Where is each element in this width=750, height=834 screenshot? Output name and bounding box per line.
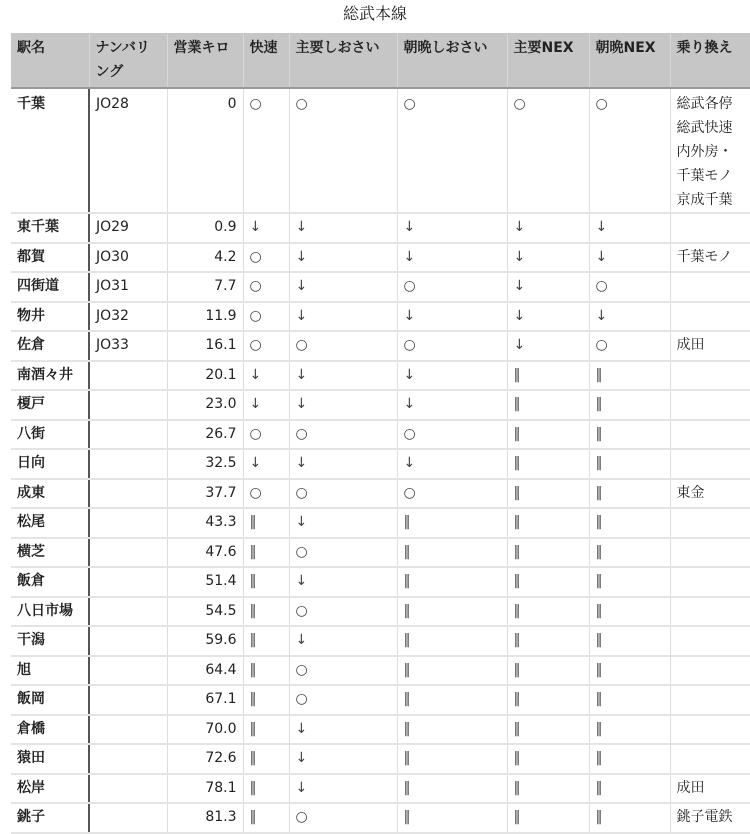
header-rapid: 快速 [243, 33, 289, 88]
km-cell: 59.6 [167, 626, 243, 656]
km-cell: 20.1 [167, 361, 243, 391]
transfer-cell [670, 361, 750, 391]
header-morning-evening-nex: 朝晩NEX [589, 33, 670, 88]
station-name-cell: 松尾 [11, 508, 89, 538]
table-title: 総武本線 [342, 4, 407, 23]
numbering-cell: JO28 [89, 88, 167, 213]
morning-evening-shiosai-cell: ○ [397, 331, 507, 361]
numbering-cell: JO33 [89, 331, 167, 361]
transfer-cell: 成田 [670, 774, 750, 804]
table-row [11, 272, 750, 302]
numbering-cell [89, 626, 167, 656]
km-cell: 43.3 [167, 508, 243, 538]
morning-evening-nex-cell: ‖ [589, 390, 670, 420]
main-shiosai-cell: ○ [289, 803, 397, 833]
morning-evening-shiosai-cell: ‖ [397, 567, 507, 597]
main-shiosai-cell: ○ [289, 420, 397, 450]
transfer-cell [670, 302, 750, 332]
rapid-cell: ○ [243, 272, 289, 302]
rapid-cell: ○ [243, 479, 289, 509]
table-row [11, 88, 750, 213]
station-name-cell: 佐倉 [11, 331, 89, 361]
morning-evening-shiosai-cell: ↓ [397, 213, 507, 243]
rapid-cell: ‖ [243, 597, 289, 627]
km-cell: 23.0 [167, 390, 243, 420]
station-name-cell: 猿田 [11, 744, 89, 774]
main-shiosai-cell: ↓ [289, 361, 397, 391]
numbering-cell: JO30 [89, 243, 167, 273]
table-row [11, 479, 750, 509]
km-cell: 67.1 [167, 685, 243, 715]
km-cell: 47.6 [167, 538, 243, 568]
morning-evening-nex-cell: ↓ [589, 213, 670, 243]
main-nex-cell: ‖ [507, 479, 589, 509]
transfer-cell [670, 272, 750, 302]
transfer-cell [670, 567, 750, 597]
km-cell: 78.1 [167, 774, 243, 804]
header-km: 営業キロ [167, 33, 243, 88]
header-transfer: 乗り換え [670, 33, 750, 88]
transfer-cell: 東金 [670, 479, 750, 509]
main-shiosai-cell: ↓ [289, 272, 397, 302]
morning-evening-nex-cell: ‖ [589, 774, 670, 804]
km-cell: 51.4 [167, 567, 243, 597]
main-nex-cell: ‖ [507, 656, 589, 686]
morning-evening-nex-cell: ‖ [589, 626, 670, 656]
morning-evening-shiosai-cell: ‖ [397, 744, 507, 774]
station-name-cell: 八街 [11, 420, 89, 450]
table-row [11, 626, 750, 656]
table-row [11, 449, 750, 479]
numbering-cell [89, 420, 167, 450]
station-name-cell: 飯倉 [11, 567, 89, 597]
km-cell: 54.5 [167, 597, 243, 627]
station-name-cell: 銚子 [11, 803, 89, 833]
station-name-cell: 物井 [11, 302, 89, 332]
rapid-cell: ○ [243, 331, 289, 361]
km-cell: 32.5 [167, 449, 243, 479]
main-nex-cell: ‖ [507, 567, 589, 597]
table-row [11, 744, 750, 774]
station-name-cell: 八日市場 [11, 597, 89, 627]
table-row [11, 331, 750, 361]
numbering-cell: JO32 [89, 302, 167, 332]
morning-evening-nex-cell: ‖ [589, 508, 670, 538]
table-row [11, 597, 750, 627]
rapid-cell: ‖ [243, 744, 289, 774]
table-row [11, 685, 750, 715]
main-nex-cell: ‖ [507, 420, 589, 450]
rapid-cell: ‖ [243, 567, 289, 597]
table-row [11, 538, 750, 568]
main-nex-cell: ‖ [507, 508, 589, 538]
main-nex-cell: ‖ [507, 685, 589, 715]
numbering-cell [89, 656, 167, 686]
km-cell: 70.0 [167, 715, 243, 745]
morning-evening-nex-cell: ↓ [589, 302, 670, 332]
numbering-cell [89, 449, 167, 479]
rapid-cell: ○ [243, 302, 289, 332]
table-row [11, 715, 750, 745]
morning-evening-shiosai-cell: ‖ [397, 538, 507, 568]
main-nex-cell: ↓ [507, 272, 589, 302]
morning-evening-nex-cell: ‖ [589, 449, 670, 479]
main-nex-cell: ↓ [507, 331, 589, 361]
rapid-cell: ‖ [243, 626, 289, 656]
rapid-cell: ‖ [243, 715, 289, 745]
km-cell: 0.9 [167, 213, 243, 243]
main-nex-cell: ‖ [507, 390, 589, 420]
km-cell: 37.7 [167, 479, 243, 509]
morning-evening-nex-cell: ‖ [589, 420, 670, 450]
numbering-cell [89, 479, 167, 509]
main-nex-cell: ‖ [507, 361, 589, 391]
table-row [11, 390, 750, 420]
morning-evening-shiosai-cell: ○ [397, 420, 507, 450]
rapid-cell: ‖ [243, 803, 289, 833]
morning-evening-shiosai-cell: ‖ [397, 508, 507, 538]
main-shiosai-cell: ○ [289, 685, 397, 715]
station-table [11, 33, 750, 834]
km-cell: 7.7 [167, 272, 243, 302]
station-name-cell: 横芝 [11, 538, 89, 568]
transfer-cell [670, 508, 750, 538]
table-row [11, 361, 750, 391]
main-nex-cell: ‖ [507, 597, 589, 627]
numbering-cell [89, 361, 167, 391]
table-row [11, 774, 750, 804]
main-nex-cell: ‖ [507, 715, 589, 745]
transfer-cell: 成田 [670, 331, 750, 361]
main-shiosai-cell: ↓ [289, 744, 397, 774]
rapid-cell: ‖ [243, 656, 289, 686]
main-nex-cell: ‖ [507, 449, 589, 479]
transfer-cell [670, 685, 750, 715]
transfer-cell [670, 656, 750, 686]
morning-evening-nex-cell: ○ [589, 272, 670, 302]
transfer-cell [670, 213, 750, 243]
morning-evening-nex-cell: ○ [589, 331, 670, 361]
transfer-cell: 総武各停 総武快速 内外房・ 千葉モノ 京成千葉 [670, 88, 750, 213]
main-nex-cell: ↓ [507, 302, 589, 332]
main-shiosai-cell: ↓ [289, 715, 397, 745]
station-name-cell: 倉橋 [11, 715, 89, 745]
morning-evening-nex-cell: ‖ [589, 744, 670, 774]
morning-evening-nex-cell: ‖ [589, 479, 670, 509]
main-shiosai-cell: ○ [289, 331, 397, 361]
main-shiosai-cell: ○ [289, 479, 397, 509]
main-nex-cell: ○ [507, 88, 589, 213]
main-shiosai-cell: ↓ [289, 626, 397, 656]
km-cell: 81.3 [167, 803, 243, 833]
transfer-cell: 千葉モノ [670, 243, 750, 273]
header-numbering: ナンバリング [89, 33, 167, 88]
header-main-nex: 主要NEX [507, 33, 589, 88]
main-shiosai-cell: ↓ [289, 390, 397, 420]
morning-evening-shiosai-cell: ↓ [397, 302, 507, 332]
transfer-cell [670, 449, 750, 479]
station-name-cell: 日向 [11, 449, 89, 479]
transfer-cell: 銚子電鉄 [670, 803, 750, 833]
table-row [11, 508, 750, 538]
morning-evening-nex-cell: ‖ [589, 685, 670, 715]
rapid-cell: ‖ [243, 538, 289, 568]
morning-evening-shiosai-cell: ‖ [397, 685, 507, 715]
table-row [11, 213, 750, 243]
main-shiosai-cell: ○ [289, 656, 397, 686]
rapid-cell: ○ [243, 420, 289, 450]
main-shiosai-cell: ○ [289, 88, 397, 213]
numbering-cell [89, 538, 167, 568]
numbering-cell [89, 685, 167, 715]
morning-evening-shiosai-cell: ○ [397, 88, 507, 213]
station-name-cell: 成東 [11, 479, 89, 509]
morning-evening-shiosai-cell: ‖ [397, 597, 507, 627]
main-shiosai-cell: ○ [289, 597, 397, 627]
header-row [11, 33, 750, 88]
table-row [11, 420, 750, 450]
station-name-cell: 松岸 [11, 774, 89, 804]
morning-evening-nex-cell: ‖ [589, 803, 670, 833]
rapid-cell: ↓ [243, 361, 289, 391]
transfer-cell [670, 715, 750, 745]
main-nex-cell: ‖ [507, 803, 589, 833]
main-nex-cell: ↓ [507, 243, 589, 273]
morning-evening-shiosai-cell: ○ [397, 272, 507, 302]
morning-evening-shiosai-cell: ↓ [397, 361, 507, 391]
transfer-cell [670, 626, 750, 656]
table-row [11, 302, 750, 332]
morning-evening-shiosai-cell: ‖ [397, 803, 507, 833]
transfer-cell [670, 390, 750, 420]
main-nex-cell: ‖ [507, 744, 589, 774]
main-shiosai-cell: ↓ [289, 243, 397, 273]
morning-evening-nex-cell: ↓ [589, 243, 670, 273]
numbering-cell [89, 508, 167, 538]
header-main-shiosai: 主要しおさい [289, 33, 397, 88]
table-row [11, 803, 750, 833]
km-cell: 16.1 [167, 331, 243, 361]
station-name-cell: 南酒々井 [11, 361, 89, 391]
km-cell: 0 [167, 88, 243, 213]
morning-evening-shiosai-cell: ↓ [397, 243, 507, 273]
station-name-cell: 千葉 [11, 88, 89, 213]
morning-evening-nex-cell: ‖ [589, 597, 670, 627]
km-cell: 64.4 [167, 656, 243, 686]
morning-evening-shiosai-cell: ‖ [397, 656, 507, 686]
table-row [11, 656, 750, 686]
morning-evening-nex-cell: ‖ [589, 538, 670, 568]
morning-evening-shiosai-cell: ‖ [397, 715, 507, 745]
main-shiosai-cell: ↓ [289, 567, 397, 597]
numbering-cell [89, 803, 167, 833]
main-shiosai-cell: ↓ [289, 302, 397, 332]
rapid-cell: ‖ [243, 685, 289, 715]
morning-evening-nex-cell: ‖ [589, 656, 670, 686]
numbering-cell: JO31 [89, 272, 167, 302]
station-name-cell: 東千葉 [11, 213, 89, 243]
morning-evening-shiosai-cell: ‖ [397, 626, 507, 656]
main-shiosai-cell: ↓ [289, 449, 397, 479]
morning-evening-shiosai-cell: ↓ [397, 449, 507, 479]
numbering-cell [89, 744, 167, 774]
rapid-cell: ↓ [243, 449, 289, 479]
station-name-cell: 旭 [11, 656, 89, 686]
rapid-cell: ‖ [243, 774, 289, 804]
transfer-cell [670, 420, 750, 450]
transfer-cell [670, 597, 750, 627]
rapid-cell: ↓ [243, 213, 289, 243]
morning-evening-nex-cell: ‖ [589, 715, 670, 745]
main-nex-cell: ‖ [507, 774, 589, 804]
main-nex-cell: ‖ [507, 626, 589, 656]
table-row [11, 243, 750, 273]
km-cell: 26.7 [167, 420, 243, 450]
numbering-cell [89, 774, 167, 804]
rapid-cell: ‖ [243, 508, 289, 538]
km-cell: 72.6 [167, 744, 243, 774]
km-cell: 4.2 [167, 243, 243, 273]
main-shiosai-cell: ↓ [289, 213, 397, 243]
transfer-cell [670, 538, 750, 568]
main-shiosai-cell: ↓ [289, 508, 397, 538]
km-cell: 11.9 [167, 302, 243, 332]
morning-evening-nex-cell: ○ [589, 88, 670, 213]
rapid-cell: ○ [243, 88, 289, 213]
main-nex-cell: ‖ [507, 538, 589, 568]
numbering-cell [89, 390, 167, 420]
numbering-cell: JO29 [89, 213, 167, 243]
numbering-cell [89, 597, 167, 627]
station-name-cell: 飯岡 [11, 685, 89, 715]
morning-evening-nex-cell: ‖ [589, 361, 670, 391]
numbering-cell [89, 715, 167, 745]
station-name-cell: 榎戸 [11, 390, 89, 420]
main-shiosai-cell: ○ [289, 538, 397, 568]
morning-evening-shiosai-cell: ↓ [397, 390, 507, 420]
transfer-cell [670, 744, 750, 774]
header-station: 駅名 [11, 33, 89, 88]
morning-evening-shiosai-cell: ○ [397, 479, 507, 509]
rapid-cell: ↓ [243, 390, 289, 420]
station-name-cell: 干潟 [11, 626, 89, 656]
numbering-cell [89, 567, 167, 597]
header-morning-evening-shiosai: 朝晩しおさい [397, 33, 507, 88]
main-nex-cell: ↓ [507, 213, 589, 243]
table-row [11, 567, 750, 597]
rapid-cell: ○ [243, 243, 289, 273]
station-name-cell: 四街道 [11, 272, 89, 302]
morning-evening-nex-cell: ‖ [589, 567, 670, 597]
station-name-cell: 都賀 [11, 243, 89, 273]
main-shiosai-cell: ↓ [289, 774, 397, 804]
morning-evening-shiosai-cell: ‖ [397, 774, 507, 804]
